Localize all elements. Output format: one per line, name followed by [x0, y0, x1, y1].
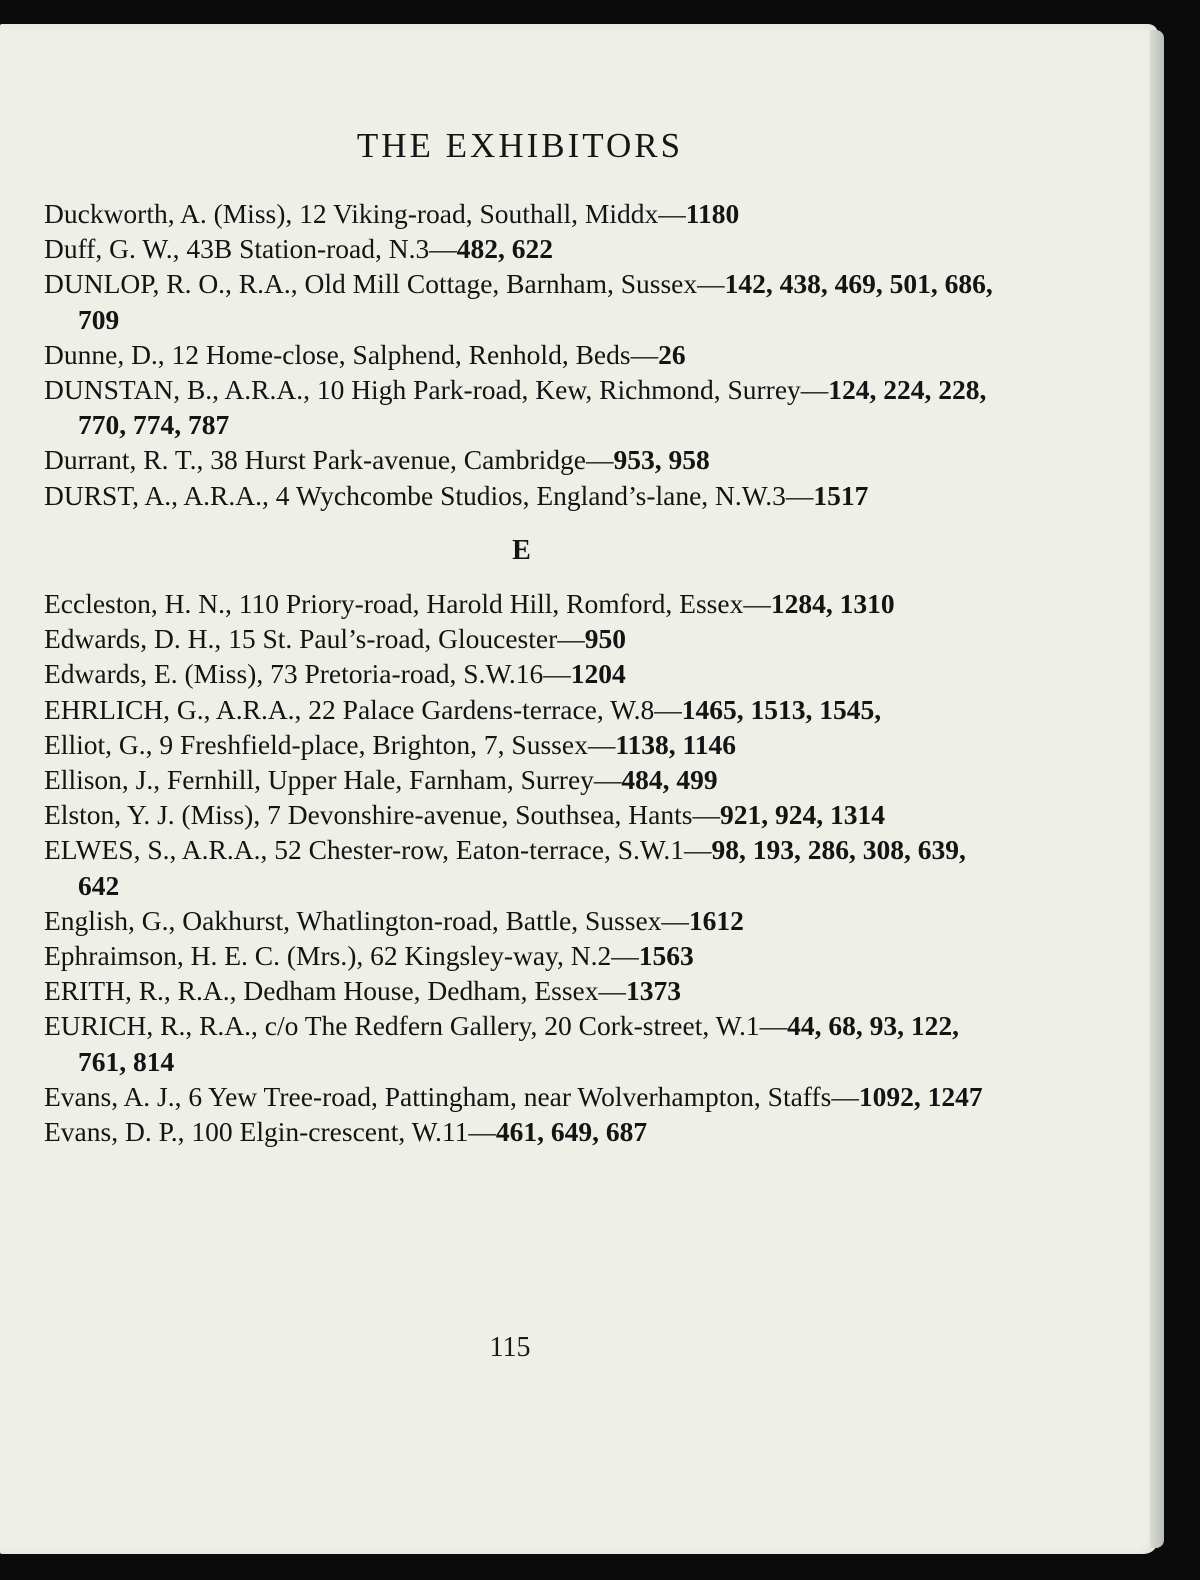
exhibitor-entry	[44, 1114, 999, 1149]
entry-text: EURICH, R., R.A., c/o The Redfern Gallery, 20 Cork-street, W.1—	[44, 1010, 788, 1042]
exhibitor-entry	[44, 797, 999, 832]
entry-catalogue-numbers: 1373	[626, 975, 681, 1007]
entry-text: DUNSTAN, B., A.R.A., 10 High Park-road, Kew, Richmond, Surrey—	[44, 374, 829, 406]
entry-catalogue-numbers: 98, 193, 286, 308, 639, 642	[78, 834, 966, 901]
exhibitor-entry	[44, 1079, 999, 1114]
entry-text: Evans, D. P., 100 Elgin-crescent, W.11—	[44, 1116, 496, 1148]
entry-catalogue-numbers: 1204	[570, 658, 626, 690]
exhibitor-entry	[44, 832, 999, 902]
exhibitor-entry	[44, 442, 999, 477]
entry-text: ELWES, S., A.R.A., 52 Chester-row, Eaton-terrace, S.W.1—	[44, 834, 712, 866]
entry-text: Duckworth, A. (Miss), 12 Viking-road, Southall, Middx—	[44, 198, 686, 229]
page-number: 115	[489, 1332, 531, 1363]
entry-text: Duff, G. W., 43B Station-road, N.3—	[44, 233, 457, 265]
entry-text: EHRLICH, G., A.R.A., 22 Palace Gardens-terrace, W.8—	[44, 693, 682, 725]
exhibitor-entry	[44, 727, 999, 762]
exhibitor-entry	[44, 196, 999, 231]
entry-text: Edwards, E. (Miss), 73 Pretoria-road, S.W.16—	[44, 658, 571, 690]
exhibitor-entry	[44, 478, 999, 513]
entry-catalogue-numbers: 1180	[685, 198, 740, 229]
exhibitor-entry	[44, 266, 999, 336]
section-letter: E	[512, 534, 531, 566]
entry-catalogue-numbers: 950	[584, 623, 626, 655]
entry-catalogue-numbers: 1612	[688, 904, 744, 936]
entry-text: Elliot, G., 9 Freshfield-place, Brighton, 7, Sussex—	[44, 728, 616, 760]
exhibitor-entry	[44, 973, 999, 1008]
entry-catalogue-numbers: 44, 68, 93, 122, 761, 814	[78, 1010, 960, 1077]
entry-text: Ellison, J., Fernhill, Upper Hale, Farnham, Surrey—	[44, 764, 622, 796]
exhibitor-entry	[44, 337, 999, 372]
entry-catalogue-numbers: 124, 224, 228, 770, 774, 787	[78, 374, 987, 441]
entry-catalogue-numbers: 1563	[638, 940, 694, 972]
entry-text: DUNLOP, R. O., R.A., Old Mill Cottage, Barnham, Sussex—	[44, 268, 725, 300]
entry-catalogue-numbers: 1092, 1247	[858, 1080, 983, 1112]
exhibitor-list	[44, 196, 999, 1149]
entry-text: ERITH, R., R.A., Dedham House, Dedham, Essex—	[44, 975, 626, 1007]
entry-text: Evans, A. J., 6 Yew Tree-road, Pattingham, near Wolverhampton, Staffs—	[44, 1080, 859, 1112]
entry-catalogue-numbers: 1465, 1513, 1545,	[681, 693, 882, 725]
exhibitor-entry	[44, 231, 999, 266]
entry-text: DURST, A., A.R.A., 4 Wychcombe Studios, England’s-lane, N.W.3—	[44, 479, 814, 511]
entry-text: Ephraimson, H. E. C. (Mrs.), 62 Kingsley-way, N.2—	[44, 940, 639, 972]
entry-catalogue-numbers: 953, 958	[613, 444, 710, 476]
entry-text: Durrant, R. T., 38 Hurst Park-avenue, Cambridge—	[44, 444, 614, 476]
page-edge	[1150, 30, 1164, 1548]
exhibitor-entry	[44, 692, 999, 727]
entry-catalogue-numbers: 461, 649, 687	[495, 1116, 648, 1148]
entry-catalogue-numbers: 921, 924, 1314	[719, 799, 885, 831]
exhibitor-entry	[44, 938, 999, 973]
exhibitor-entry	[44, 656, 999, 691]
entry-catalogue-numbers: 26	[658, 338, 686, 370]
entry-text: Eccleston, H. N., 110 Priory-road, Harold Hill, Romford, Essex—	[44, 588, 771, 620]
page-title: THE EXHIBITORS	[356, 126, 684, 165]
exhibitor-entry	[44, 372, 999, 442]
entry-catalogue-numbers: 1138, 1146	[615, 728, 737, 760]
entry-text: Dunne, D., 12 Home-close, Salphend, Renhold, Beds—	[44, 338, 659, 370]
exhibitor-entry	[44, 903, 999, 938]
exhibitor-entry	[44, 621, 999, 656]
entry-catalogue-numbers: 1284, 1310	[770, 588, 895, 620]
entry-catalogue-numbers: 1517	[813, 479, 869, 511]
entry-text: Elston, Y. J. (Miss), 7 Devonshire-avenue, Southsea, Hants—	[44, 799, 720, 831]
entry-text: English, G., Oakhurst, Whatlington-road, Battle, Sussex—	[44, 904, 689, 936]
exhibitor-entry	[44, 1008, 999, 1078]
exhibitor-entry	[44, 762, 999, 797]
entry-catalogue-numbers: 142, 438, 469, 501, 686, 709	[78, 268, 993, 335]
entry-catalogue-numbers: 482, 622	[456, 233, 553, 265]
entry-catalogue-numbers: 484, 499	[621, 764, 718, 796]
exhibitor-entry	[44, 586, 999, 621]
entry-text: Edwards, D. H., 15 St. Paul’s-road, Gloucester—	[44, 623, 585, 655]
